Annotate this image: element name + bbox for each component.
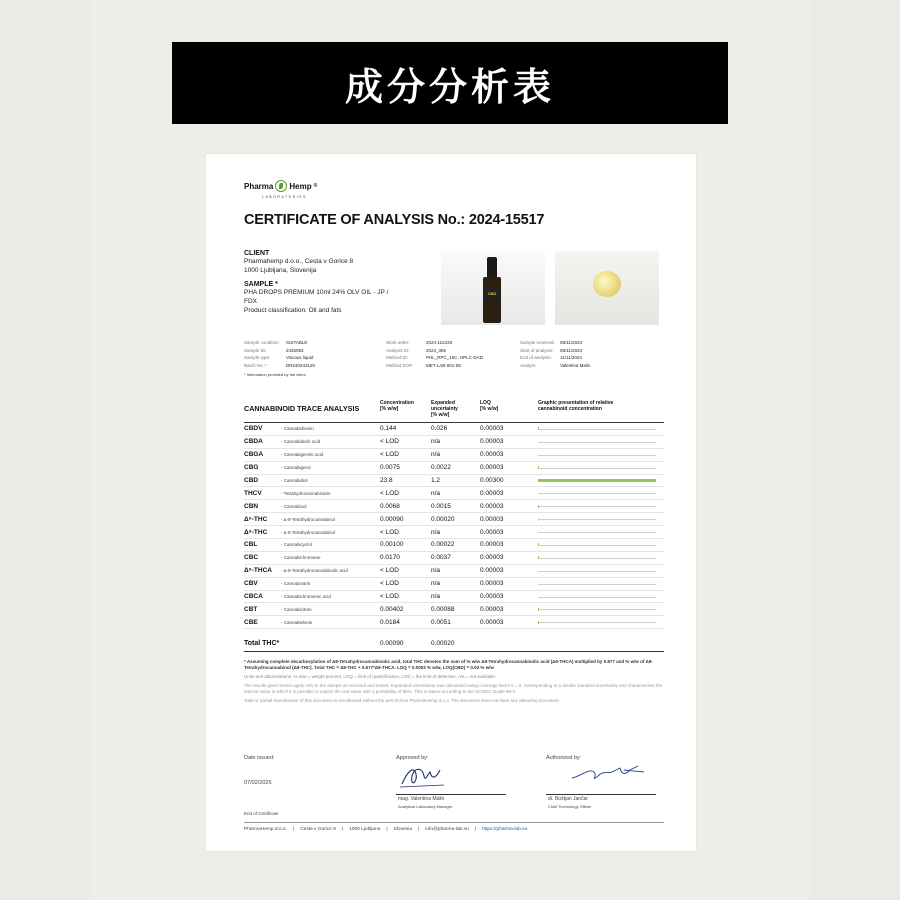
col-concentration: Concentration [% w/w] xyxy=(380,400,431,423)
bar-track xyxy=(538,503,664,509)
loq-cell: 0.00003 xyxy=(480,564,538,577)
concentration-bar xyxy=(538,479,656,482)
info-value: 11/11/2024 xyxy=(560,355,582,360)
cannabinoid-code: Δ⁹-THC xyxy=(244,513,281,526)
footer-city: 1000 Ljubljana xyxy=(349,827,381,832)
client-line: Pharmahemp d.o.o., Cesta v Gorice 8 xyxy=(244,258,354,265)
bar-track xyxy=(538,516,664,522)
cannabinoid-code: CBD xyxy=(244,474,281,487)
info-value: Viscous liquid xyxy=(286,355,314,360)
graph-cell xyxy=(538,551,664,564)
graph-cell xyxy=(538,435,664,448)
concentration-cell: < LOD xyxy=(380,526,431,539)
cannabinoid-code: CBG xyxy=(244,461,281,474)
info-value: 2024-112430 xyxy=(426,340,453,345)
approver-signature xyxy=(398,762,448,792)
cannabinoid-code: CBGA xyxy=(244,448,281,461)
cannabinoid-code: CBCA xyxy=(244,590,281,603)
graph-cell xyxy=(538,526,664,539)
sample-label: SAMPLE * xyxy=(244,281,278,288)
cannabinoid-code: CBT xyxy=(244,603,281,616)
uncertainty-cell: n/a xyxy=(431,526,480,539)
uncertainty-cell: n/a xyxy=(431,448,480,461)
bottle-label: CBD xyxy=(484,287,500,301)
cannabinoid-code: CBE xyxy=(244,616,281,629)
product-photo xyxy=(441,251,545,325)
concentration-bar xyxy=(538,543,539,546)
info-note: * Information provided by the client xyxy=(244,372,306,377)
table-row xyxy=(244,616,664,629)
note-units: Units and abbreviations: % w/w = weight percent, LOQ = limit of quantification, LOD = the limit of detection, n/a = not available. xyxy=(244,674,497,679)
bar-track xyxy=(538,555,664,561)
table-title: CANNABINOID TRACE ANALYSIS xyxy=(244,400,380,423)
info-value: MET-LAB-001-08 xyxy=(426,362,461,368)
info-label: Sample ID: xyxy=(244,347,267,353)
info-value: 08/11/2024 xyxy=(560,340,583,345)
cannabinoid-code: Δ⁹-THCA xyxy=(244,564,281,577)
total-concentration: 0.00090 xyxy=(380,640,404,647)
cannabinoid-code: Δ⁸-THC xyxy=(244,526,281,539)
loq-cell: 0.00003 xyxy=(480,461,538,474)
concentration-cell: 0.00090 xyxy=(380,513,431,526)
total-label: Total THC* xyxy=(244,640,280,647)
approver-line xyxy=(396,794,506,795)
bar-track xyxy=(538,606,664,612)
col-graph: Graphic presentation of relative cannabinoid concentration xyxy=(538,400,664,423)
bar-track xyxy=(538,452,664,458)
info-value: DR240243120 xyxy=(286,362,316,368)
concentration-cell: < LOD xyxy=(380,448,431,461)
concentration-cell: 0.00402 xyxy=(380,603,431,616)
cannabinoid-code: CBL xyxy=(244,539,281,552)
graph-cell xyxy=(538,487,664,500)
info-row xyxy=(244,355,664,363)
info-value: Valentina Malin xyxy=(560,362,591,368)
cannabinoid-name: - Cannabinol xyxy=(281,500,380,513)
concentration-cell: < LOD xyxy=(380,590,431,603)
note-reproduction: Total or partial reproduction of this document is not allowed without the permit from PharmaHemp d.o.o. The document does not have any attending document. xyxy=(244,698,560,703)
graph-cell xyxy=(538,539,664,552)
footer: PharmaHemp d.o.o. | Cesta v Gorice 8 | 1000 Ljubljana | Slovenia | info@pharma-lab.eu | https://pharma-lab.eu xyxy=(244,827,528,832)
end-of-certificate: End of Certificate xyxy=(244,811,279,816)
cannabinoid-name: - Cannabichromenic acid xyxy=(281,590,380,603)
graph-cell xyxy=(538,474,664,487)
table-row xyxy=(244,500,664,513)
cannabinoid-name: - Cannabidivarin xyxy=(281,423,380,436)
table-row xyxy=(244,474,664,487)
oil-drop-image xyxy=(593,271,621,297)
uncertainty-cell: 0.0022 xyxy=(431,461,480,474)
concentration-bar xyxy=(538,466,539,469)
concentration-cell: < LOD xyxy=(380,577,431,590)
cannabinoid-name: - Cannabigerol xyxy=(281,461,380,474)
concentration-cell: 0.0184 xyxy=(380,616,431,629)
info-label: Method SOP: xyxy=(386,362,414,368)
total-uncertainty: 0.00020 xyxy=(431,640,455,647)
authorizer-name: dr. Boštjan Jančar xyxy=(548,796,589,802)
concentration-bar xyxy=(538,518,539,521)
approver-role: Analytical Laboratory Manager xyxy=(398,804,453,809)
table-row xyxy=(244,577,664,590)
concentration-bar xyxy=(538,427,539,430)
table-row xyxy=(244,448,664,461)
info-label: Sample type: xyxy=(244,355,271,360)
footer-email-link[interactable]: info@pharma-lab.eu xyxy=(425,827,469,832)
uncertainty-cell: n/a xyxy=(431,487,480,500)
loq-cell: 0.00003 xyxy=(480,435,538,448)
authorizer-line xyxy=(546,794,656,795)
concentration-cell: 0.0075 xyxy=(380,461,431,474)
concentration-bar xyxy=(538,505,539,508)
col-uncertainty: Expanded uncertainty [% w/w] xyxy=(431,400,480,423)
loq-cell: 0.00003 xyxy=(480,616,538,629)
bar-track xyxy=(538,490,664,496)
cannabinoid-name: - Cannabivarin xyxy=(281,577,380,590)
bar-track xyxy=(538,465,664,471)
info-label: Analyst: xyxy=(520,362,537,368)
cannabinoid-name: - Δ-9-Tetrahydrocannabinolic acid xyxy=(281,564,380,577)
loq-cell: 0.00003 xyxy=(480,526,538,539)
logo-pharma-text: Pharma xyxy=(244,181,274,191)
info-label: Sample received: xyxy=(520,340,555,345)
uncertainty-cell: n/a xyxy=(431,564,480,577)
cannabinoid-name: - Cannabidiol xyxy=(281,474,380,487)
loq-cell: 0.00003 xyxy=(480,423,538,436)
footer-divider xyxy=(244,822,664,823)
cannabinoid-name: - Tetrahydrocannabivarin xyxy=(281,487,380,500)
info-value: 2024_365 xyxy=(426,347,447,353)
client-label: CLIENT xyxy=(244,250,270,257)
table-row xyxy=(244,526,664,539)
authorized-label: Authorized by: xyxy=(546,755,582,761)
table-row xyxy=(244,513,664,526)
oil-drop-photo xyxy=(555,251,659,325)
table-row xyxy=(244,423,664,436)
concentration-cell: < LOD xyxy=(380,564,431,577)
bar-track xyxy=(538,581,664,587)
bar-track xyxy=(538,542,664,548)
graph-cell xyxy=(538,590,664,603)
col-loq: LOQ [% w/w] xyxy=(480,400,538,423)
info-value: 08/11/2024 xyxy=(560,347,583,353)
bar-track xyxy=(538,426,664,432)
uncertainty-cell: 0.00020 xyxy=(431,513,480,526)
cannabinoid-code: CBDA xyxy=(244,435,281,448)
info-value: 2445093 xyxy=(286,347,304,353)
table-row xyxy=(244,461,664,474)
graph-cell xyxy=(538,564,664,577)
table-row xyxy=(244,539,664,552)
approver-name: mag. Valentina Malin xyxy=(398,796,445,802)
cannabinoid-name: - Cannabicyclol xyxy=(281,539,380,552)
concentration-cell: 0.0170 xyxy=(380,551,431,564)
uncertainty-cell: 0.00088 xyxy=(431,603,480,616)
info-row xyxy=(244,363,664,371)
loq-cell: 0.00003 xyxy=(480,590,538,603)
info-value: SUITABLE xyxy=(286,340,308,345)
cannabinoid-code: CBDV xyxy=(244,423,281,436)
concentration-cell: 0.144 xyxy=(380,423,431,436)
bottle-image xyxy=(483,257,501,323)
cannabinoid-table xyxy=(244,400,664,629)
info-row xyxy=(244,348,664,356)
concentration-cell: < LOD xyxy=(380,487,431,500)
info-label: Sample condition: xyxy=(244,340,280,345)
cannabinoid-name: - Cannabielsoin xyxy=(281,616,380,629)
loq-cell: 0.00300 xyxy=(480,474,538,487)
loq-cell: 0.00003 xyxy=(480,577,538,590)
graph-cell xyxy=(538,616,664,629)
loq-cell: 0.00003 xyxy=(480,448,538,461)
cannabinoid-code: THCV xyxy=(244,487,281,500)
info-label: Analysis ID: xyxy=(386,347,410,353)
concentration-cell: 0.00100 xyxy=(380,539,431,552)
footer-company: PharmaHemp d.o.o. xyxy=(244,827,287,832)
company-logo: Pharma Hemp ® xyxy=(244,181,318,191)
loq-cell: 0.00003 xyxy=(480,500,538,513)
banner-title: 成分分析表 xyxy=(172,42,728,124)
client-block xyxy=(244,250,434,315)
note-results: The results given herein apply only to the sample as received and tested. Expanded Uncertainty was calculated using coverage factor k = 2, corresponding to a double standard uncertainty and characterises the interval value in which it is possible to expect the real value with a probability of 95%. This is stated according to the ISO/IEC Guide 98-3. xyxy=(244,683,663,694)
table-row xyxy=(244,603,664,616)
sample-line: PHA DROPS PREMIUM 10ml 24% OLV OIL - JP / xyxy=(244,289,389,296)
notes-block xyxy=(244,659,664,704)
loq-cell: 0.00003 xyxy=(480,551,538,564)
leaf-icon xyxy=(275,180,287,192)
uncertainty-cell: 0.00022 xyxy=(431,539,480,552)
cannabinoid-name: - Δ-9-Tetrahydrocannabinol xyxy=(281,513,380,526)
graph-cell xyxy=(538,603,664,616)
uncertainty-cell: 0.0015 xyxy=(431,500,480,513)
info-label: Start of analysis: xyxy=(520,347,554,353)
bar-track xyxy=(538,619,664,625)
cannabinoid-code: CBN xyxy=(244,500,281,513)
table-row xyxy=(244,590,664,603)
client-line: 1000 Ljubljana, Slovenija xyxy=(244,267,317,274)
table-row xyxy=(244,487,664,500)
table-row xyxy=(244,564,664,577)
authorizer-signature xyxy=(568,762,648,786)
logo-hemp-text: Hemp xyxy=(289,181,312,191)
uncertainty-cell: 0.0037 xyxy=(431,551,480,564)
concentration-bar xyxy=(538,621,539,624)
total-thc-row xyxy=(244,640,664,652)
info-label: Batch No.:* xyxy=(244,362,267,368)
uncertainty-cell: 0.0051 xyxy=(431,616,480,629)
concentration-cell: 23.8 xyxy=(380,474,431,487)
authorizer-role: Chief Technology Officer xyxy=(548,804,592,809)
info-row xyxy=(244,340,664,348)
uncertainty-cell: n/a xyxy=(431,577,480,590)
certificate-title: CERTIFICATE OF ANALYSIS No.: 2024-15517 xyxy=(244,212,545,228)
approved-label: Approved by: xyxy=(396,755,429,761)
bar-track xyxy=(538,529,664,535)
concentration-bar xyxy=(538,608,539,611)
loq-cell: 0.00003 xyxy=(480,487,538,500)
table-row xyxy=(244,435,664,448)
certificate-document xyxy=(206,154,696,851)
info-label: Method ID: xyxy=(386,355,409,360)
cannabinoid-name: - Cannabidiolic acid xyxy=(281,435,380,448)
graph-cell xyxy=(538,448,664,461)
graph-cell xyxy=(538,423,664,436)
sample-line: FDX xyxy=(244,298,257,305)
cannabinoid-code: CBC xyxy=(244,551,281,564)
footer-country: Slovenia xyxy=(393,827,413,832)
concentration-cell: 0.0068 xyxy=(380,500,431,513)
logo-subtitle: LABORATORIES xyxy=(262,195,307,199)
loq-cell: 0.00003 xyxy=(480,539,538,552)
sample-info-grid xyxy=(244,340,664,378)
note-total-thc: * Assuming complete decarboxylation of Δ9-Tetrahydrocannabinolic acid, total THC denotes the sum of % w/w Δ9-Tetrahydrocannabinolic acid (Δ9-THCA) multiplied by 0.877 and % w/w of Δ9-Tetrahydrocannabinol (Δ9-THC). Total THC = Δ9-THC + 0.877*Δ9-THCA. LOQ = 0.0003 % w/w, LOQ(CBD) = 0.03 % w/w xyxy=(244,659,653,670)
date-label: Date issued: xyxy=(244,755,275,761)
bar-track xyxy=(538,568,664,574)
info-label: Work order: xyxy=(386,340,410,345)
uncertainty-cell: 0.026 xyxy=(431,423,480,436)
bar-track xyxy=(538,478,664,484)
footer-street: Cesta v Gorice 8 xyxy=(300,827,336,832)
graph-cell xyxy=(538,513,664,526)
loq-cell: 0.00003 xyxy=(480,603,538,616)
cannabinoid-name: - Cannabichromene xyxy=(281,551,380,564)
loq-cell: 0.00003 xyxy=(480,513,538,526)
uncertainty-cell: 1.2 xyxy=(431,474,480,487)
sample-line: Product classification: Oil and fats xyxy=(244,307,342,314)
graph-cell xyxy=(538,500,664,513)
concentration-cell: < LOD xyxy=(380,435,431,448)
bar-track xyxy=(538,594,664,600)
bar-track xyxy=(538,439,664,445)
date-value: 07/02/2025 xyxy=(244,780,272,786)
cannabinoid-code: CBV xyxy=(244,577,281,590)
cannabinoid-name: - Δ-8-Tetrahydrocannabinol xyxy=(281,526,380,539)
table-row xyxy=(244,551,664,564)
cannabinoid-name: - Cannabicitran xyxy=(281,603,380,616)
uncertainty-cell: n/a xyxy=(431,590,480,603)
footer-website-link[interactable]: https://pharma-lab.eu xyxy=(482,827,528,832)
graph-cell xyxy=(538,461,664,474)
concentration-bar xyxy=(538,556,539,559)
cannabinoid-name: - Cannabigerolic acid xyxy=(281,448,380,461)
uncertainty-cell: n/a xyxy=(431,435,480,448)
info-value: PHL_RPC_16C, HPLC-DAD xyxy=(426,355,484,360)
graph-cell xyxy=(538,577,664,590)
info-label: End of analysis: xyxy=(520,355,552,360)
